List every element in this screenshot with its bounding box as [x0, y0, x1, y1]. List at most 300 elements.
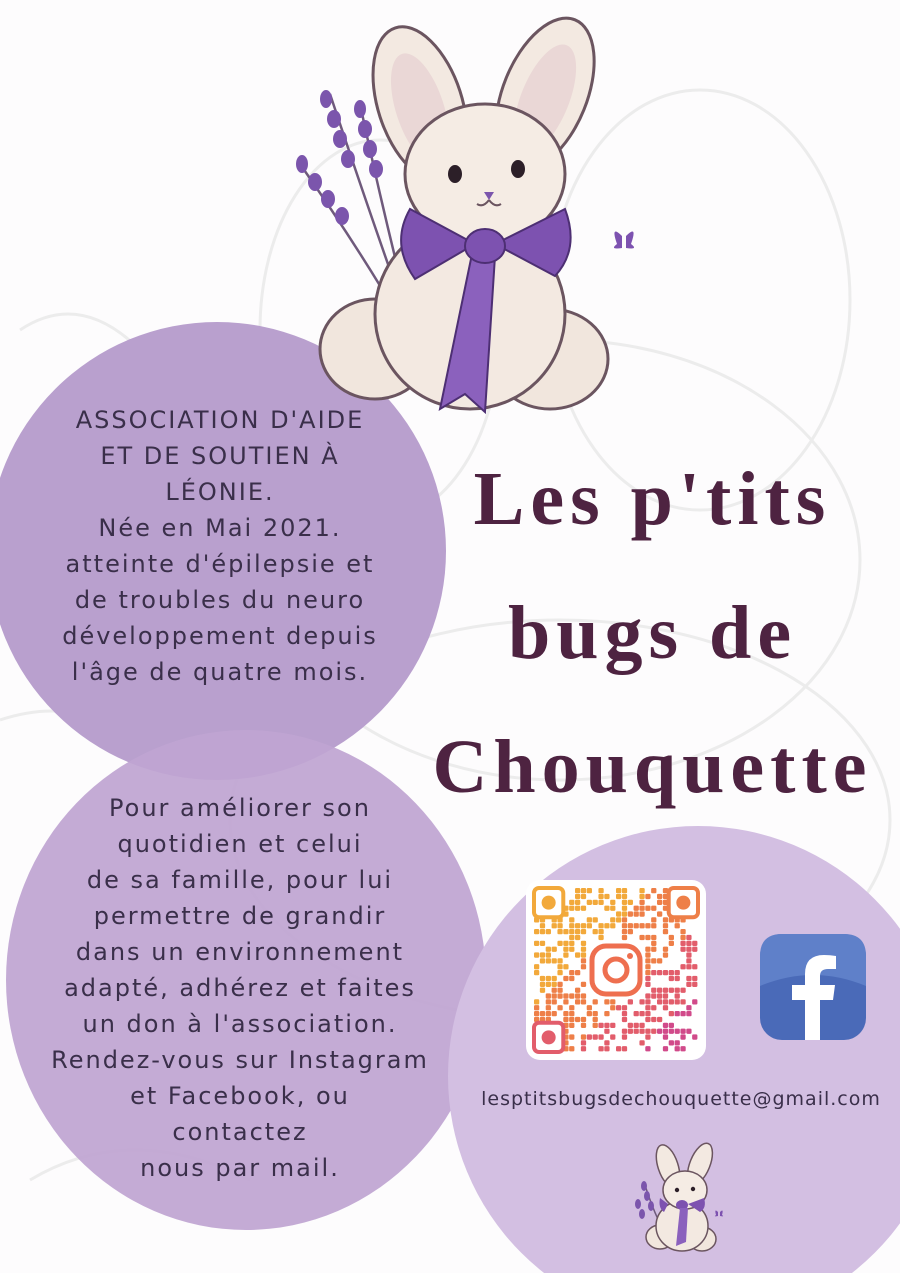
- qr-module: [657, 1017, 662, 1022]
- qr-module: [581, 906, 586, 911]
- qr-module: [575, 993, 580, 998]
- qr-module: [645, 935, 650, 940]
- qr-module: [651, 1029, 656, 1034]
- qr-module: [669, 976, 674, 981]
- qr-module: [669, 1023, 674, 1028]
- qr-module: [534, 999, 539, 1004]
- qr-module: [663, 917, 668, 922]
- qr-module: [680, 1046, 685, 1051]
- qr-module: [692, 1034, 697, 1039]
- qr-module: [622, 911, 627, 916]
- qr-module: [546, 993, 551, 998]
- qr-module: [610, 1034, 615, 1039]
- qr-module: [663, 947, 668, 952]
- intro-line: atteinte d'épilepsie et: [65, 550, 375, 578]
- qr-module: [663, 970, 668, 975]
- qr-module: [628, 923, 633, 928]
- qr-module: [563, 999, 568, 1004]
- qr-module: [604, 1046, 609, 1051]
- qr-module: [563, 952, 568, 957]
- qr-module: [569, 917, 574, 922]
- qr-module: [663, 1034, 668, 1039]
- qr-module: [546, 952, 551, 957]
- qr-module: [628, 929, 633, 934]
- qr-module: [598, 935, 603, 940]
- qr-module: [645, 999, 650, 1004]
- qr-module: [563, 1017, 568, 1022]
- qr-module: [546, 999, 551, 1004]
- qr-module: [651, 917, 656, 922]
- qr-module: [575, 906, 580, 911]
- qr-module: [675, 999, 680, 1004]
- qr-module: [663, 929, 668, 934]
- qr-module: [593, 1023, 598, 1028]
- qr-module: [546, 976, 551, 981]
- qr-module: [680, 935, 685, 940]
- qr-module: [669, 941, 674, 946]
- qr-module: [610, 900, 615, 905]
- qr-module: [557, 923, 562, 928]
- qr-module: [598, 894, 603, 899]
- qr-module: [575, 1017, 580, 1022]
- appeal-line: Pour améliorer son: [109, 794, 371, 822]
- qr-module: [581, 923, 586, 928]
- qr-module: [651, 941, 656, 946]
- qr-finder-dot: [542, 1030, 556, 1044]
- qr-module: [575, 894, 580, 899]
- qr-module: [598, 1034, 603, 1039]
- qr-module: [639, 900, 644, 905]
- qr-module: [569, 935, 574, 940]
- qr-module: [657, 958, 662, 963]
- qr-module: [587, 1034, 592, 1039]
- qr-module: [663, 952, 668, 957]
- qr-module: [569, 1005, 574, 1010]
- qr-module: [587, 888, 592, 893]
- qr-finder-dot: [542, 896, 556, 910]
- qr-module: [604, 1011, 609, 1016]
- qr-module: [639, 906, 644, 911]
- qr-module: [651, 1017, 656, 1022]
- qr-module: [598, 900, 603, 905]
- qr-finder-dot: [676, 896, 690, 910]
- qr-module: [552, 982, 557, 987]
- qr-module: [634, 911, 639, 916]
- qr-module: [657, 970, 662, 975]
- qr-module: [569, 929, 574, 934]
- qr-module: [645, 952, 650, 957]
- qr-module: [663, 988, 668, 993]
- facebook-icon[interactable]: [760, 934, 866, 1040]
- qr-module: [575, 999, 580, 1004]
- instagram-icon: [592, 946, 640, 994]
- qr-module: [610, 923, 615, 928]
- qr-module: [598, 923, 603, 928]
- appeal-line: et Facebook, ou: [130, 1082, 350, 1110]
- qr-module: [546, 982, 551, 987]
- qr-module: [628, 1023, 633, 1028]
- qr-module: [598, 929, 603, 934]
- qr-module: [686, 935, 691, 940]
- qr-module: [557, 941, 562, 946]
- butterfly-icon: [614, 232, 634, 249]
- qr-module: [552, 947, 557, 952]
- qr-module: [663, 1023, 668, 1028]
- qr-module: [657, 1029, 662, 1034]
- appeal-line: quotidien et celui: [117, 830, 363, 858]
- appeal-line: dans un environnement: [75, 938, 405, 966]
- qr-module: [622, 906, 627, 911]
- qr-module: [575, 923, 580, 928]
- qr-module: [669, 999, 674, 1004]
- qr-module: [598, 1023, 603, 1028]
- qr-module: [675, 976, 680, 981]
- qr-module: [610, 917, 615, 922]
- qr-module: [639, 894, 644, 899]
- qr-module: [663, 999, 668, 1004]
- qr-module: [557, 958, 562, 963]
- qr-module: [628, 911, 633, 916]
- qr-module: [569, 906, 574, 911]
- qr-module: [622, 1046, 627, 1051]
- qr-module: [581, 929, 586, 934]
- qr-module: [680, 929, 685, 934]
- qr-module: [581, 888, 586, 893]
- qr-module: [692, 982, 697, 987]
- title-line: bugs de: [507, 591, 798, 675]
- qr-module: [622, 1017, 627, 1022]
- qr-module: [669, 1011, 674, 1016]
- qr-module: [546, 1011, 551, 1016]
- qr-module: [645, 1017, 650, 1022]
- qr-module: [692, 941, 697, 946]
- qr-module: [680, 1011, 685, 1016]
- qr-module: [563, 1011, 568, 1016]
- qr-module: [622, 1029, 627, 1034]
- qr-module: [581, 999, 586, 1004]
- qr-module: [616, 894, 621, 899]
- qr-module: [610, 1023, 615, 1028]
- qr-module: [657, 900, 662, 905]
- qr-module: [651, 906, 656, 911]
- appeal-text: [30, 790, 450, 1186]
- qr-module: [675, 1011, 680, 1016]
- qr-module: [575, 970, 580, 975]
- qr-module: [593, 1011, 598, 1016]
- qr-module: [675, 1046, 680, 1051]
- qr-module: [593, 929, 598, 934]
- qr-module: [552, 988, 557, 993]
- qr-module: [657, 988, 662, 993]
- qr-module: [540, 952, 545, 957]
- qr-module: [581, 993, 586, 998]
- qr-module: [622, 894, 627, 899]
- bunny-illustration: [290, 14, 650, 434]
- qr-module: [540, 1011, 545, 1016]
- qr-module: [622, 935, 627, 940]
- qr-module: [569, 1011, 574, 1016]
- qr-module: [604, 906, 609, 911]
- qr-module: [546, 929, 551, 934]
- intro-line: développement depuis: [62, 622, 378, 650]
- intro-line: ET DE SOUTIEN À: [100, 442, 340, 470]
- qr-module: [639, 935, 644, 940]
- qr-module: [581, 941, 586, 946]
- qr-module: [534, 970, 539, 975]
- qr-module: [540, 923, 545, 928]
- qr-module: [645, 1029, 650, 1034]
- title-line: Chouquette: [432, 725, 873, 809]
- qr-module: [639, 923, 644, 928]
- qr-module: [651, 970, 656, 975]
- qr-module: [598, 888, 603, 893]
- qr-module: [675, 988, 680, 993]
- qr-module: [669, 935, 674, 940]
- intro-line: Née en Mai 2021.: [98, 514, 342, 542]
- qr-module: [546, 1005, 551, 1010]
- qr-module: [657, 911, 662, 916]
- qr-module: [686, 1011, 691, 1016]
- qr-module: [645, 1005, 650, 1010]
- qr-module: [534, 1005, 539, 1010]
- intro-line: de troubles du neuro: [74, 586, 366, 614]
- qr-module: [575, 900, 580, 905]
- qr-module: [686, 947, 691, 952]
- qr-module: [587, 900, 592, 905]
- qr-module: [552, 976, 557, 981]
- qr-module: [610, 999, 615, 1004]
- qr-module: [645, 1034, 650, 1039]
- qr-module: [622, 900, 627, 905]
- qr-module: [569, 1034, 574, 1039]
- qr-module: [692, 976, 697, 981]
- appeal-line: Rendez-vous sur Instagram: [51, 1046, 429, 1074]
- qr-module: [581, 947, 586, 952]
- qr-module: [645, 1011, 650, 1016]
- qr-module: [622, 888, 627, 893]
- qr-module: [593, 999, 598, 1004]
- qr-module: [645, 894, 650, 899]
- qr-module: [581, 982, 586, 987]
- qr-module: [587, 1005, 592, 1010]
- qr-module: [622, 1034, 627, 1039]
- qr-module: [692, 947, 697, 952]
- qr-module: [593, 900, 598, 905]
- qr-module: [663, 1046, 668, 1051]
- page-title: [410, 432, 895, 834]
- qr-module: [557, 929, 562, 934]
- qr-module: [616, 911, 621, 916]
- qr-module: [680, 1029, 685, 1034]
- qr-module: [587, 1011, 592, 1016]
- qr-module: [663, 1005, 668, 1010]
- qr-module: [686, 982, 691, 987]
- appeal-line: de sa famille, pour lui: [86, 866, 394, 894]
- qr-module: [634, 1011, 639, 1016]
- qr-module: [604, 923, 609, 928]
- qr-module: [669, 1040, 674, 1045]
- qr-module: [692, 964, 697, 969]
- appeal-line: adapté, adhérez et faites: [64, 974, 416, 1002]
- qr-module: [663, 923, 668, 928]
- qr-module: [534, 952, 539, 957]
- qr-module: [639, 1023, 644, 1028]
- qr-module: [534, 1011, 539, 1016]
- qr-module: [552, 923, 557, 928]
- qr-module: [645, 964, 650, 969]
- qr-module: [557, 993, 562, 998]
- qr-module: [552, 999, 557, 1004]
- qr-module: [593, 1034, 598, 1039]
- qr-module: [557, 970, 562, 975]
- qr-module: [569, 1023, 574, 1028]
- qr-module: [639, 911, 644, 916]
- qr-module: [563, 947, 568, 952]
- qr-module: [616, 1005, 621, 1010]
- qr-module: [587, 923, 592, 928]
- qr-module: [675, 1040, 680, 1045]
- qr-module: [563, 993, 568, 998]
- appeal-line: permettre de grandir: [93, 902, 387, 930]
- qr-module: [557, 988, 562, 993]
- qr-module: [645, 982, 650, 987]
- intro-line: ASSOCIATION D'AIDE: [75, 406, 365, 434]
- qr-module: [663, 1029, 668, 1034]
- qr-module: [645, 993, 650, 998]
- qr-module: [669, 1029, 674, 1034]
- qr-module: [546, 958, 551, 963]
- qr-module: [581, 1046, 586, 1051]
- qr-module: [622, 929, 627, 934]
- qr-module: [598, 1046, 603, 1051]
- qr-module: [581, 1023, 586, 1028]
- qr-module: [675, 923, 680, 928]
- qr-module: [622, 923, 627, 928]
- qr-module: [639, 999, 644, 1004]
- appeal-line: contactez: [172, 1118, 308, 1146]
- qr-module: [581, 1040, 586, 1045]
- qr-module: [540, 929, 545, 934]
- qr-module: [622, 1005, 627, 1010]
- qr-module: [669, 988, 674, 993]
- qr-module: [680, 947, 685, 952]
- qr-module: [569, 941, 574, 946]
- small-bunny-illustration: [630, 1142, 730, 1254]
- qr-module: [587, 917, 592, 922]
- qr-module: [616, 888, 621, 893]
- qr-module: [657, 999, 662, 1004]
- contact-email[interactable]: lesptitsbugsdechouquette@gmail.com: [481, 1088, 881, 1110]
- qr-module: [645, 906, 650, 911]
- qr-module: [552, 993, 557, 998]
- qr-module: [628, 900, 633, 905]
- qr-module: [604, 999, 609, 1004]
- qr-module: [639, 1040, 644, 1045]
- appeal-line: nous par mail.: [140, 1154, 340, 1182]
- qr-module: [557, 964, 562, 969]
- qr-module: [686, 1005, 691, 1010]
- qr-module: [581, 964, 586, 969]
- qr-module: [675, 993, 680, 998]
- qr-module: [604, 1023, 609, 1028]
- qr-module: [563, 976, 568, 981]
- qr-module: [680, 988, 685, 993]
- qr-module: [575, 988, 580, 993]
- qr-module: [569, 947, 574, 952]
- qr-module: [581, 958, 586, 963]
- qr-module: [675, 970, 680, 975]
- qr-module: [634, 1023, 639, 1028]
- qr-module: [569, 923, 574, 928]
- qr-module: [552, 958, 557, 963]
- qr-module: [651, 947, 656, 952]
- qr-module: [622, 917, 627, 922]
- qr-module: [639, 1029, 644, 1034]
- qr-module: [628, 1029, 633, 1034]
- qr-module: [645, 970, 650, 975]
- qr-module: [634, 1029, 639, 1034]
- qr-module: [575, 952, 580, 957]
- qr-module: [680, 941, 685, 946]
- qr-module: [686, 1029, 691, 1034]
- qr-module: [616, 917, 621, 922]
- qr-module: [604, 1040, 609, 1045]
- qr-module: [540, 976, 545, 981]
- instagram-qr-code-icon[interactable]: [526, 880, 706, 1060]
- intro-line: l'âge de quatre mois.: [71, 658, 369, 686]
- qr-module: [657, 993, 662, 998]
- qr-module: [569, 970, 574, 975]
- qr-module: [552, 1011, 557, 1016]
- qr-module: [645, 1046, 650, 1051]
- qr-module: [645, 947, 650, 952]
- qr-module: [651, 958, 656, 963]
- qr-module: [569, 1017, 574, 1022]
- qr-module: [540, 982, 545, 987]
- qr-module: [645, 923, 650, 928]
- qr-module: [680, 999, 685, 1004]
- qr-module: [651, 888, 656, 893]
- qr-module: [628, 999, 633, 1004]
- qr-module: [593, 1017, 598, 1022]
- qr-module: [581, 894, 586, 899]
- qr-module: [581, 952, 586, 957]
- qr-module: [645, 976, 650, 981]
- qr-module: [569, 1046, 574, 1051]
- qr-module: [581, 1017, 586, 1022]
- qr-module: [540, 941, 545, 946]
- qr-module: [651, 988, 656, 993]
- qr-module: [622, 1011, 627, 1016]
- qr-module: [675, 1029, 680, 1034]
- appeal-line: un don à l'association.: [82, 1010, 398, 1038]
- qr-module: [686, 976, 691, 981]
- qr-module: [557, 1005, 562, 1010]
- qr-module: [546, 947, 551, 952]
- qr-module: [686, 941, 691, 946]
- qr-module: [563, 964, 568, 969]
- qr-module: [604, 894, 609, 899]
- qr-module: [581, 1034, 586, 1039]
- qr-module: [616, 1046, 621, 1051]
- qr-module: [569, 993, 574, 998]
- qr-module: [692, 999, 697, 1004]
- qr-module: [669, 970, 674, 975]
- intro-line: LÉONIE.: [165, 478, 275, 506]
- qr-module: [686, 952, 691, 957]
- qr-module: [575, 935, 580, 940]
- qr-module: [534, 929, 539, 934]
